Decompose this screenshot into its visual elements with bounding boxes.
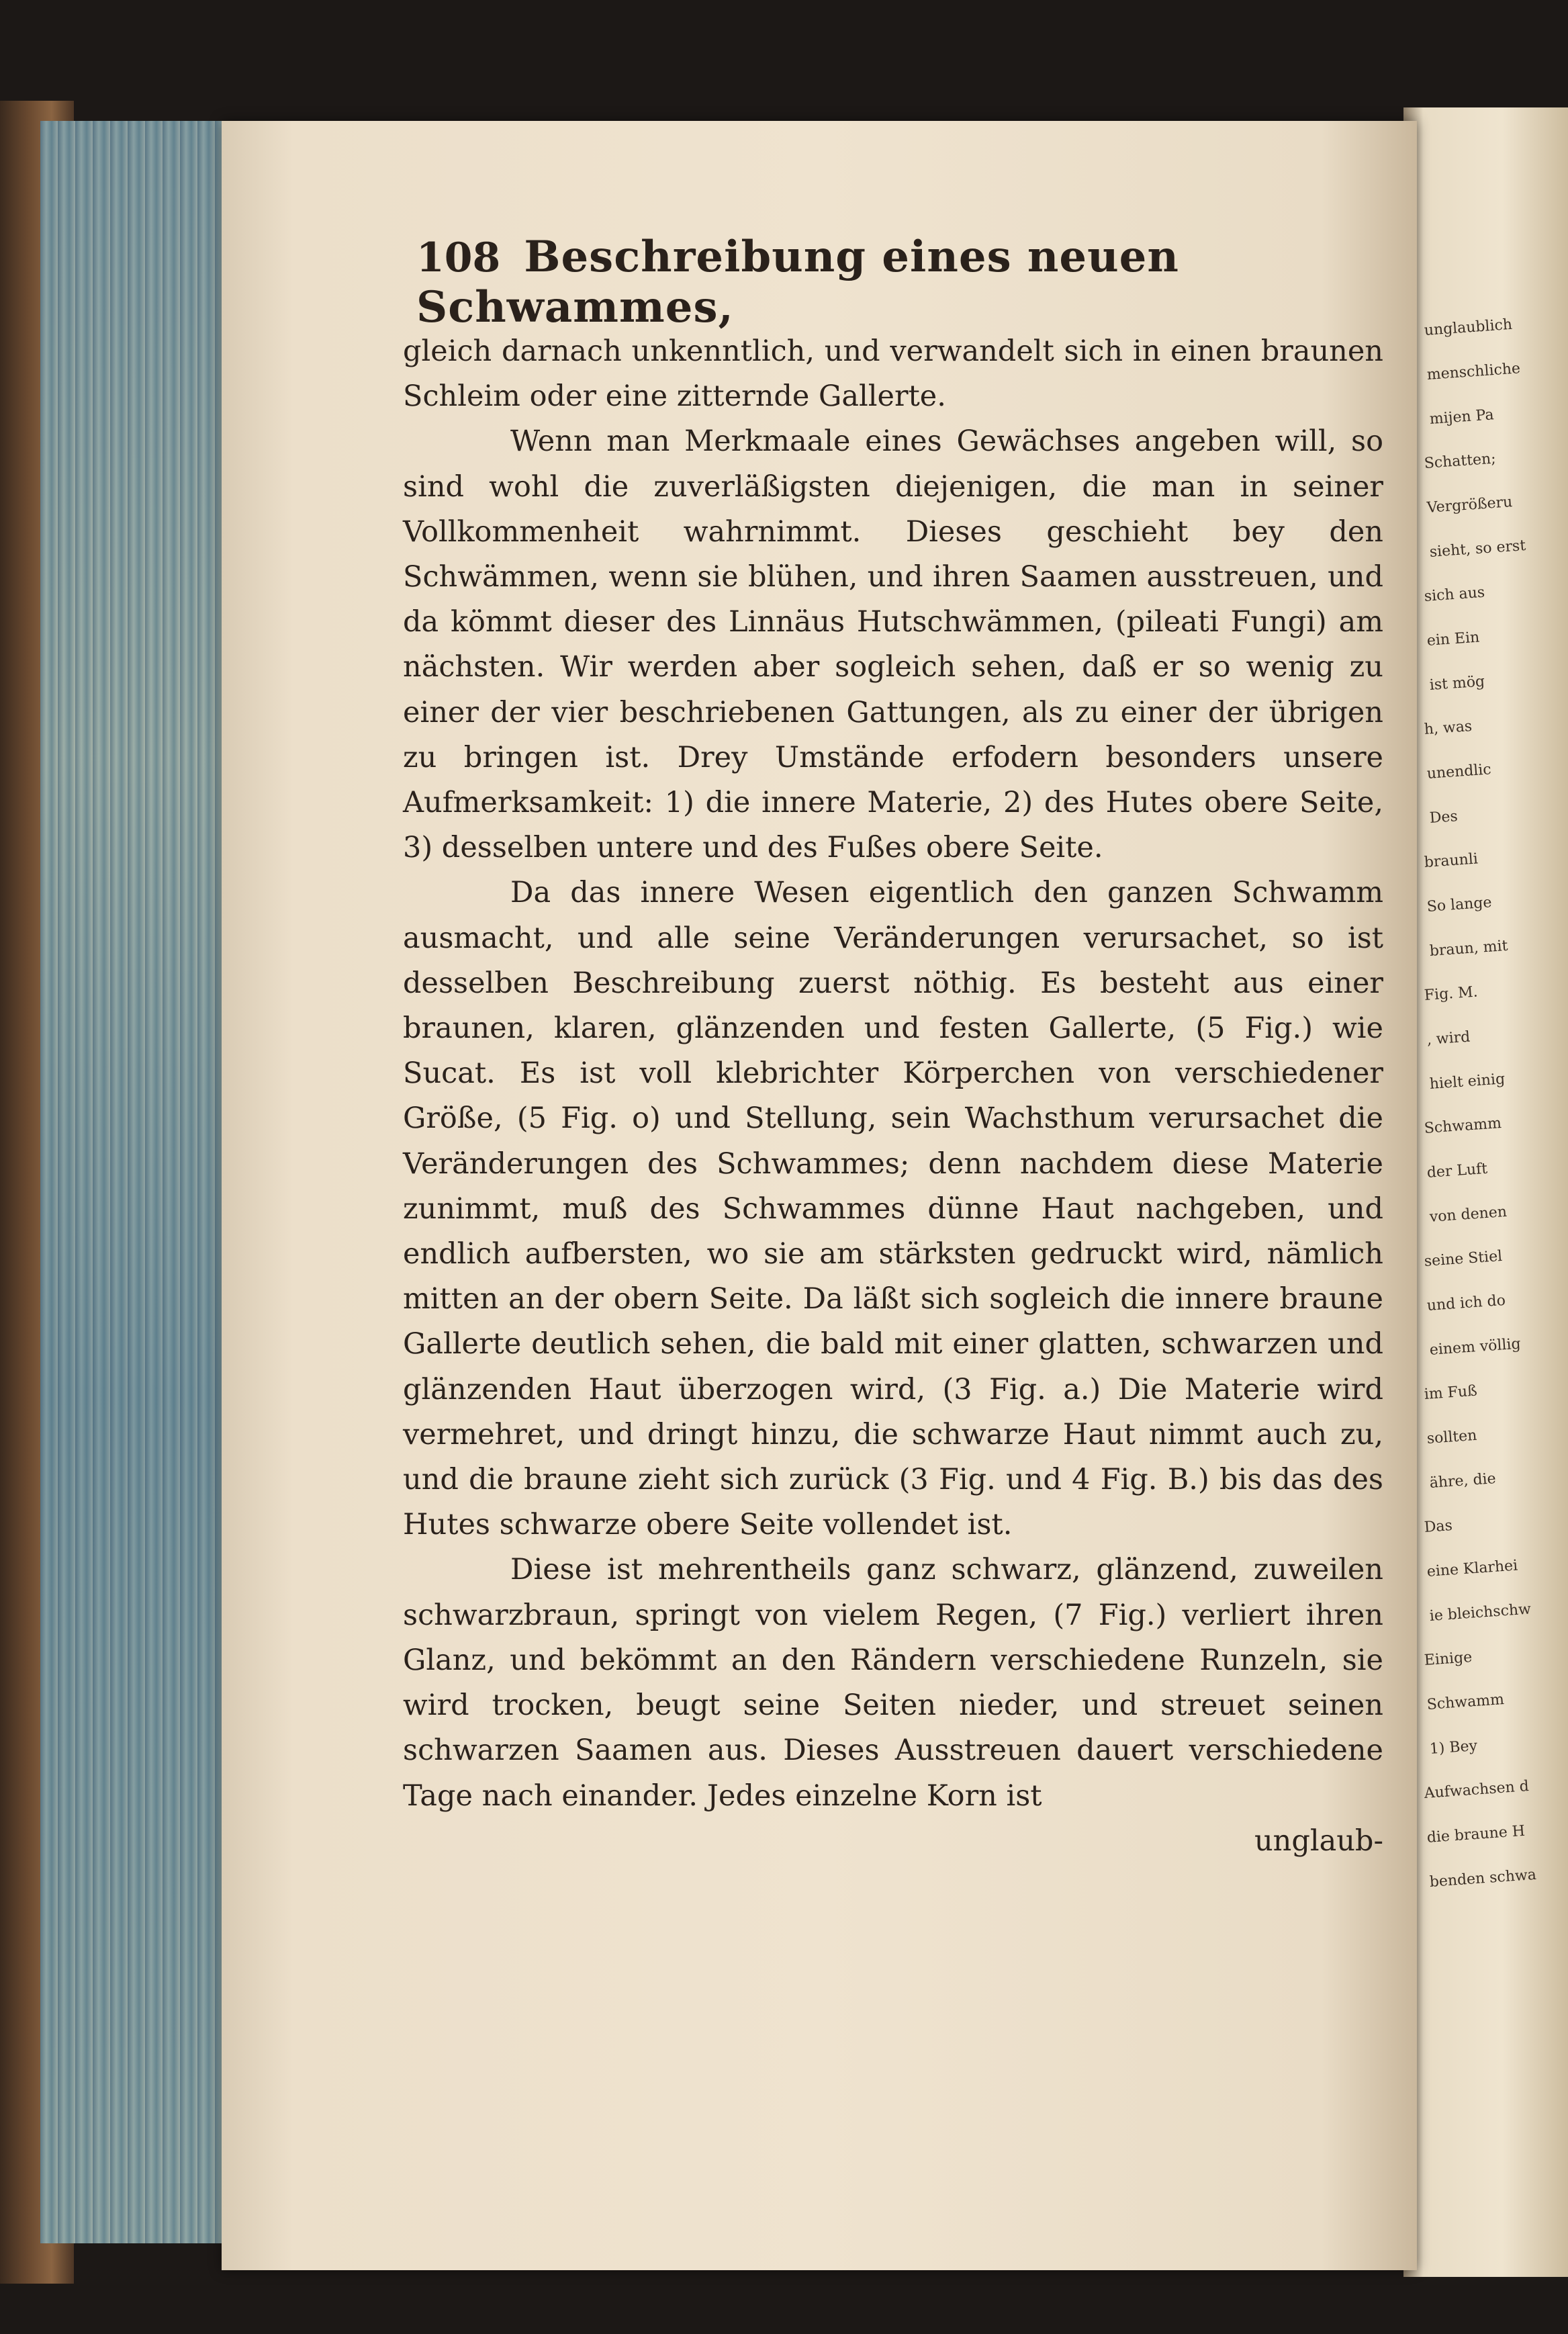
- facing-page-fragment: im Fuß: [1424, 1382, 1478, 1403]
- facing-page-fragment: Das: [1424, 1517, 1453, 1536]
- facing-page-fragment: die braune H: [1426, 1822, 1526, 1846]
- running-title: Beschreibung eines neuen Schwammes,: [416, 232, 1179, 332]
- facing-page-fragment: Vergrößeru: [1426, 494, 1514, 517]
- facing-page-fragment: So lange: [1426, 894, 1493, 915]
- paragraph-3: Da das innere Wesen eigentlich den ganzen Schwamm ausmacht, und alle seine Veränderungen verursachet, so ist desselben Beschreibung zuerst nöthig. Es besteht aus einer braunen, klaren, glänzenden und festen Gallerte, (5 Fig.) wie Sucat. Es ist voll klebrichter Körperchen von verschiedener Größe, (5 Fig. o) und Stellung, sein Wachsthum verursachet die Veränderungen des Schwammes; denn nachdem diese Materie zunimmt, muß des Schwammes dünne Haut nachgeben, und endlich aufbersten, wo sie am stärksten gedruckt wird, nämlich mitten an der obern Seite. Da läßt sich sogleich die innere braune Gallerte deutlich sehen, die bald mit einer glatten, schwarzen und glänzenden Haut überzogen wird, (3 Fig. a.) Die Materie wird vermehret, und dringt hinzu, die schwarze Haut nimmt auch zu, und die braune zieht sich zurück (3 Fig. und 4 Fig. B.) bis das des Hutes schwarze obere Seite vollendet ist.: [403, 876, 1383, 1542]
- page-header: [416, 232, 1330, 332]
- facing-page-fragment: braunli: [1424, 850, 1479, 871]
- facing-page-fragment: Des: [1429, 808, 1459, 827]
- catchword: unglaub-: [1254, 1824, 1383, 1858]
- facing-page-fragment: hielt einig: [1429, 1071, 1506, 1093]
- marbled-page-edge: [40, 121, 242, 2243]
- facing-page-fragment: unglaublich: [1424, 316, 1513, 339]
- body-text: [403, 329, 1383, 1864]
- facing-page-fragment: benden schwa: [1429, 1866, 1537, 1891]
- paragraph-1: gleich darnach unkenntlich, und verwandelt sich in einen braunen Schleim oder eine zitternde Gallerte.: [403, 334, 1383, 414]
- facing-page-fragment: Einige: [1424, 1649, 1473, 1669]
- facing-page-fragment: Schwamm: [1426, 1691, 1505, 1713]
- facing-page-fragment: ist mög: [1429, 673, 1485, 694]
- facing-page-fragment: eine Klarhei: [1426, 1557, 1518, 1580]
- facing-page-fragment: Schatten;: [1424, 450, 1497, 472]
- facing-page-fragment: Fig. M.: [1424, 983, 1479, 1004]
- facing-page-strip: [1403, 107, 1568, 2277]
- paragraph-4: Diese ist mehrentheils ganz schwarz, glänzend, zuweilen schwarzbraun, springt von vielem Regen, (7 Fig.) verliert ihren Glanz, und bekömmt an den Rändern verschiedene Runzeln, sie wird trocken, beugt seine Seiten nieder, und streuet seinen schwarzen Saamen aus. Dieses Ausstreuen dauert verschiedene Tage nach einander. Jedes einzelne Korn ist: [403, 1553, 1383, 1813]
- facing-page-fragment: sieht, so erst: [1429, 537, 1526, 561]
- facing-page-fragment: unendlic: [1426, 761, 1492, 782]
- facing-page-fragment: menschliche: [1426, 360, 1521, 384]
- facing-page-fragment: sollten: [1426, 1427, 1478, 1447]
- facing-page-fragment: seine Stiel: [1424, 1247, 1503, 1270]
- facing-page-fragment: der Luft: [1426, 1160, 1488, 1181]
- facing-page-fragment: ähre, die: [1429, 1470, 1497, 1492]
- facing-page-fragment: sich aus: [1424, 584, 1485, 605]
- facing-page-fragment: ein Ein: [1426, 629, 1481, 649]
- facing-page-fragment: , wird: [1426, 1028, 1471, 1048]
- facing-page-fragment: braun, mit: [1429, 937, 1509, 960]
- paragraph-2: Wenn man Merkmaale eines Gewächses angeben will, so sind wohl die zuverläßigsten diejenigen, die man in seiner Vollkommenheit wahrnimmt. Dieses geschieht bey den Schwämmen, wenn sie blühen, und ihren Saamen ausstreuen, und da kömmt dieser des Linnäus Hutschwämmen, (pileati Fungi) am nächsten. Wir werden aber sogleich sehen, daß er so wenig zu einer der vier beschriebenen Gattungen, als zu einer der übrigen zu bringen ist. Drey Umstände erfodern besonders unsere Aufmerksamkeit: 1) die innere Materie, 2) des Hutes obere Seite, 3) desselben untere und des Fußes obere Seite.: [403, 424, 1383, 865]
- facing-page-fragment: und ich do: [1426, 1292, 1506, 1314]
- facing-page-fragment: 1) Bey: [1429, 1738, 1478, 1758]
- page-number: 108: [416, 234, 501, 281]
- facing-page-fragment: h, was: [1424, 718, 1473, 738]
- facing-page-fragment: Aufwachsen d: [1424, 1778, 1530, 1802]
- facing-page-fragment: mijen Pa: [1429, 406, 1495, 428]
- facing-page-fragment: von denen: [1429, 1203, 1508, 1226]
- facing-page-fragment: Schwamm: [1424, 1114, 1502, 1137]
- facing-page-fragment: ie bleichschw: [1429, 1601, 1532, 1625]
- facing-page-fragment: einem völlig: [1429, 1335, 1522, 1359]
